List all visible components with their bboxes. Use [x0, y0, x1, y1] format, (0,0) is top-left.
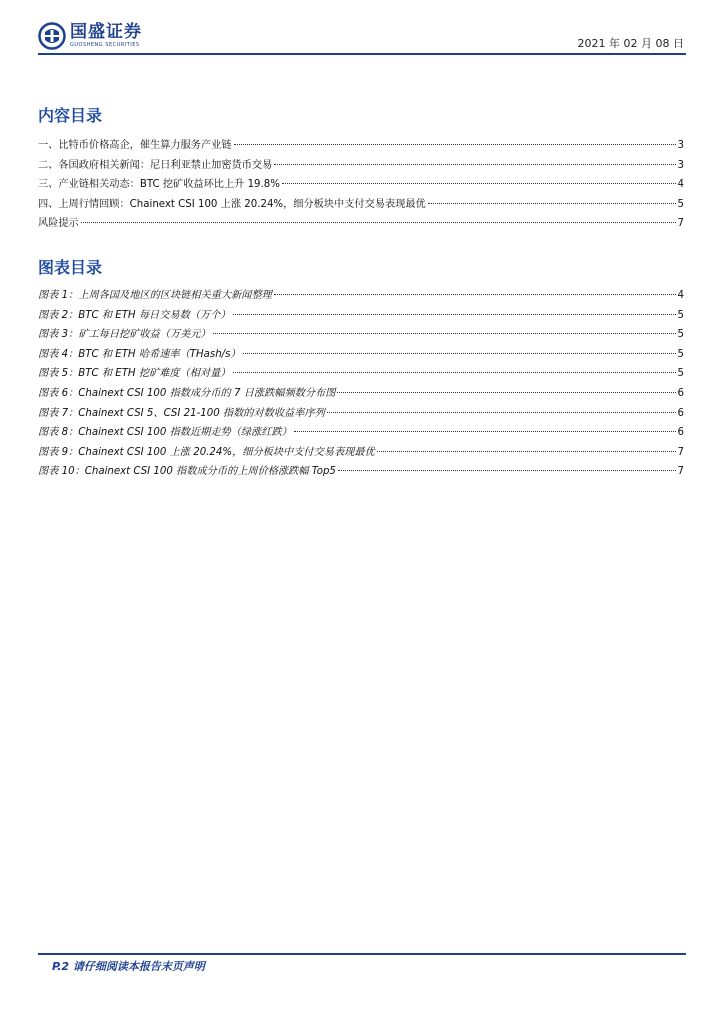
figure-entry-page: 7 — [677, 466, 684, 478]
figure-entry-page: 5 — [677, 329, 684, 341]
contents-entry-label: 三、产业链相关动态：BTC 挖矿收益环比上升 19.8% — [38, 179, 280, 191]
contents-entry-label: 四、上周行情回顾：Chainext CSI 100 上涨 20.24%，细分板块中支付交易表现最优 — [38, 198, 426, 210]
figure-entry-label: 图表 3：矿工每日挖矿收益（万美元） — [38, 329, 211, 341]
dot-leader — [377, 451, 676, 452]
contents-entry[interactable] — [38, 156, 684, 176]
page-header — [38, 20, 686, 54]
dot-leader — [338, 470, 676, 471]
brand-name-en: GUOSHENG SECURITIES — [70, 42, 140, 48]
figure-entry[interactable] — [38, 423, 684, 443]
contents-entry-page: 4 — [677, 179, 684, 191]
figure-entry-label: 图表 9：Chainext CSI 100 上涨 20.24%，细分板块中支付交易表现最优 — [38, 446, 375, 458]
contents-entry-label: 风险提示 — [38, 218, 79, 230]
figure-entry-label: 图表 7：Chainext CSI 5、CSI 21-100 指数的对数收益率序列 — [38, 407, 325, 419]
dot-leader — [428, 203, 676, 204]
dot-leader — [81, 222, 676, 223]
contents-entry-page: 3 — [677, 159, 684, 171]
report-date: 2021 年 02 月 08 日 — [577, 37, 684, 50]
figure-entry[interactable] — [38, 364, 684, 384]
contents-entry[interactable] — [38, 195, 684, 215]
figure-entry[interactable] — [38, 286, 684, 306]
figure-entry-label: 图表 6：Chainext CSI 100 指数成分币的 7 日涨跌幅频数分布图 — [38, 387, 336, 399]
figure-entry-label: 图表 10：Chainext CSI 100 指数成分币的上周价格涨跌幅 Top5 — [38, 466, 336, 478]
figure-entry[interactable] — [38, 306, 684, 326]
figure-entry[interactable] — [38, 384, 684, 404]
contents-entry-page: 7 — [677, 218, 684, 230]
brand-name-cn: 国盛证券 — [70, 22, 142, 42]
contents-entry[interactable] — [38, 136, 684, 156]
figure-entry-label: 图表 2：BTC 和 ETH 每日交易数（万个） — [38, 309, 231, 321]
figure-entry[interactable] — [38, 325, 684, 345]
contents-entry-page: 5 — [677, 198, 684, 210]
dot-leader — [243, 353, 676, 354]
figure-entry-page: 7 — [677, 446, 684, 458]
figure-entry-page: 5 — [677, 309, 684, 321]
figure-entry-label: 图表 8：Chainext CSI 100 指数近期走势（绿涨红跌） — [38, 427, 292, 439]
contents-list — [38, 136, 684, 234]
figures-title: 图表目录 — [38, 258, 103, 277]
dot-leader — [294, 431, 676, 432]
figure-entry-page: 6 — [677, 407, 684, 419]
figure-entry[interactable] — [38, 345, 684, 365]
dot-leader — [337, 392, 675, 393]
figure-entry-page: 4 — [677, 290, 684, 301]
contents-entry-page: 3 — [677, 140, 684, 151]
dot-leader — [233, 314, 676, 315]
dot-leader — [234, 144, 676, 145]
figure-entry-page: 6 — [677, 387, 684, 399]
contents-entry-label: 一、比特币价格高企，催生算力服务产业链 — [38, 140, 232, 151]
contents-entry-label: 二、各国政府相关新闻：尼日利亚禁止加密货币交易 — [38, 159, 273, 171]
figure-entry-label: 图表 4：BTC 和 ETH 哈希速率（THash/s） — [38, 348, 241, 360]
figure-entry-label: 图表 5：BTC 和 ETH 挖矿难度（相对量） — [38, 368, 231, 380]
contents-entry[interactable] — [38, 214, 684, 234]
footer-divider — [38, 953, 686, 955]
dot-leader — [213, 333, 676, 334]
figures-list — [38, 286, 684, 482]
figure-entry[interactable] — [38, 443, 684, 463]
contents-entry[interactable] — [38, 175, 684, 195]
dot-leader — [233, 372, 676, 373]
dot-leader — [274, 294, 676, 295]
footer-disclaimer: P.2 请仔细阅读本报告末页声明 — [52, 960, 205, 973]
header-divider — [38, 53, 686, 55]
figure-entry-page: 5 — [677, 368, 684, 380]
figure-entry[interactable] — [38, 404, 684, 424]
brand-logo — [38, 20, 142, 52]
figure-entry-page: 5 — [677, 348, 684, 360]
dot-leader — [282, 183, 676, 184]
dot-leader — [274, 164, 675, 165]
figure-entry-label: 图表 1：上周各国及地区的区块链相关重大新闻整理 — [38, 290, 272, 301]
dot-leader — [327, 412, 676, 413]
figure-entry-page: 6 — [677, 427, 684, 439]
guosheng-logo-icon — [38, 22, 66, 50]
contents-title: 内容目录 — [38, 106, 103, 125]
figure-entry[interactable] — [38, 462, 684, 482]
